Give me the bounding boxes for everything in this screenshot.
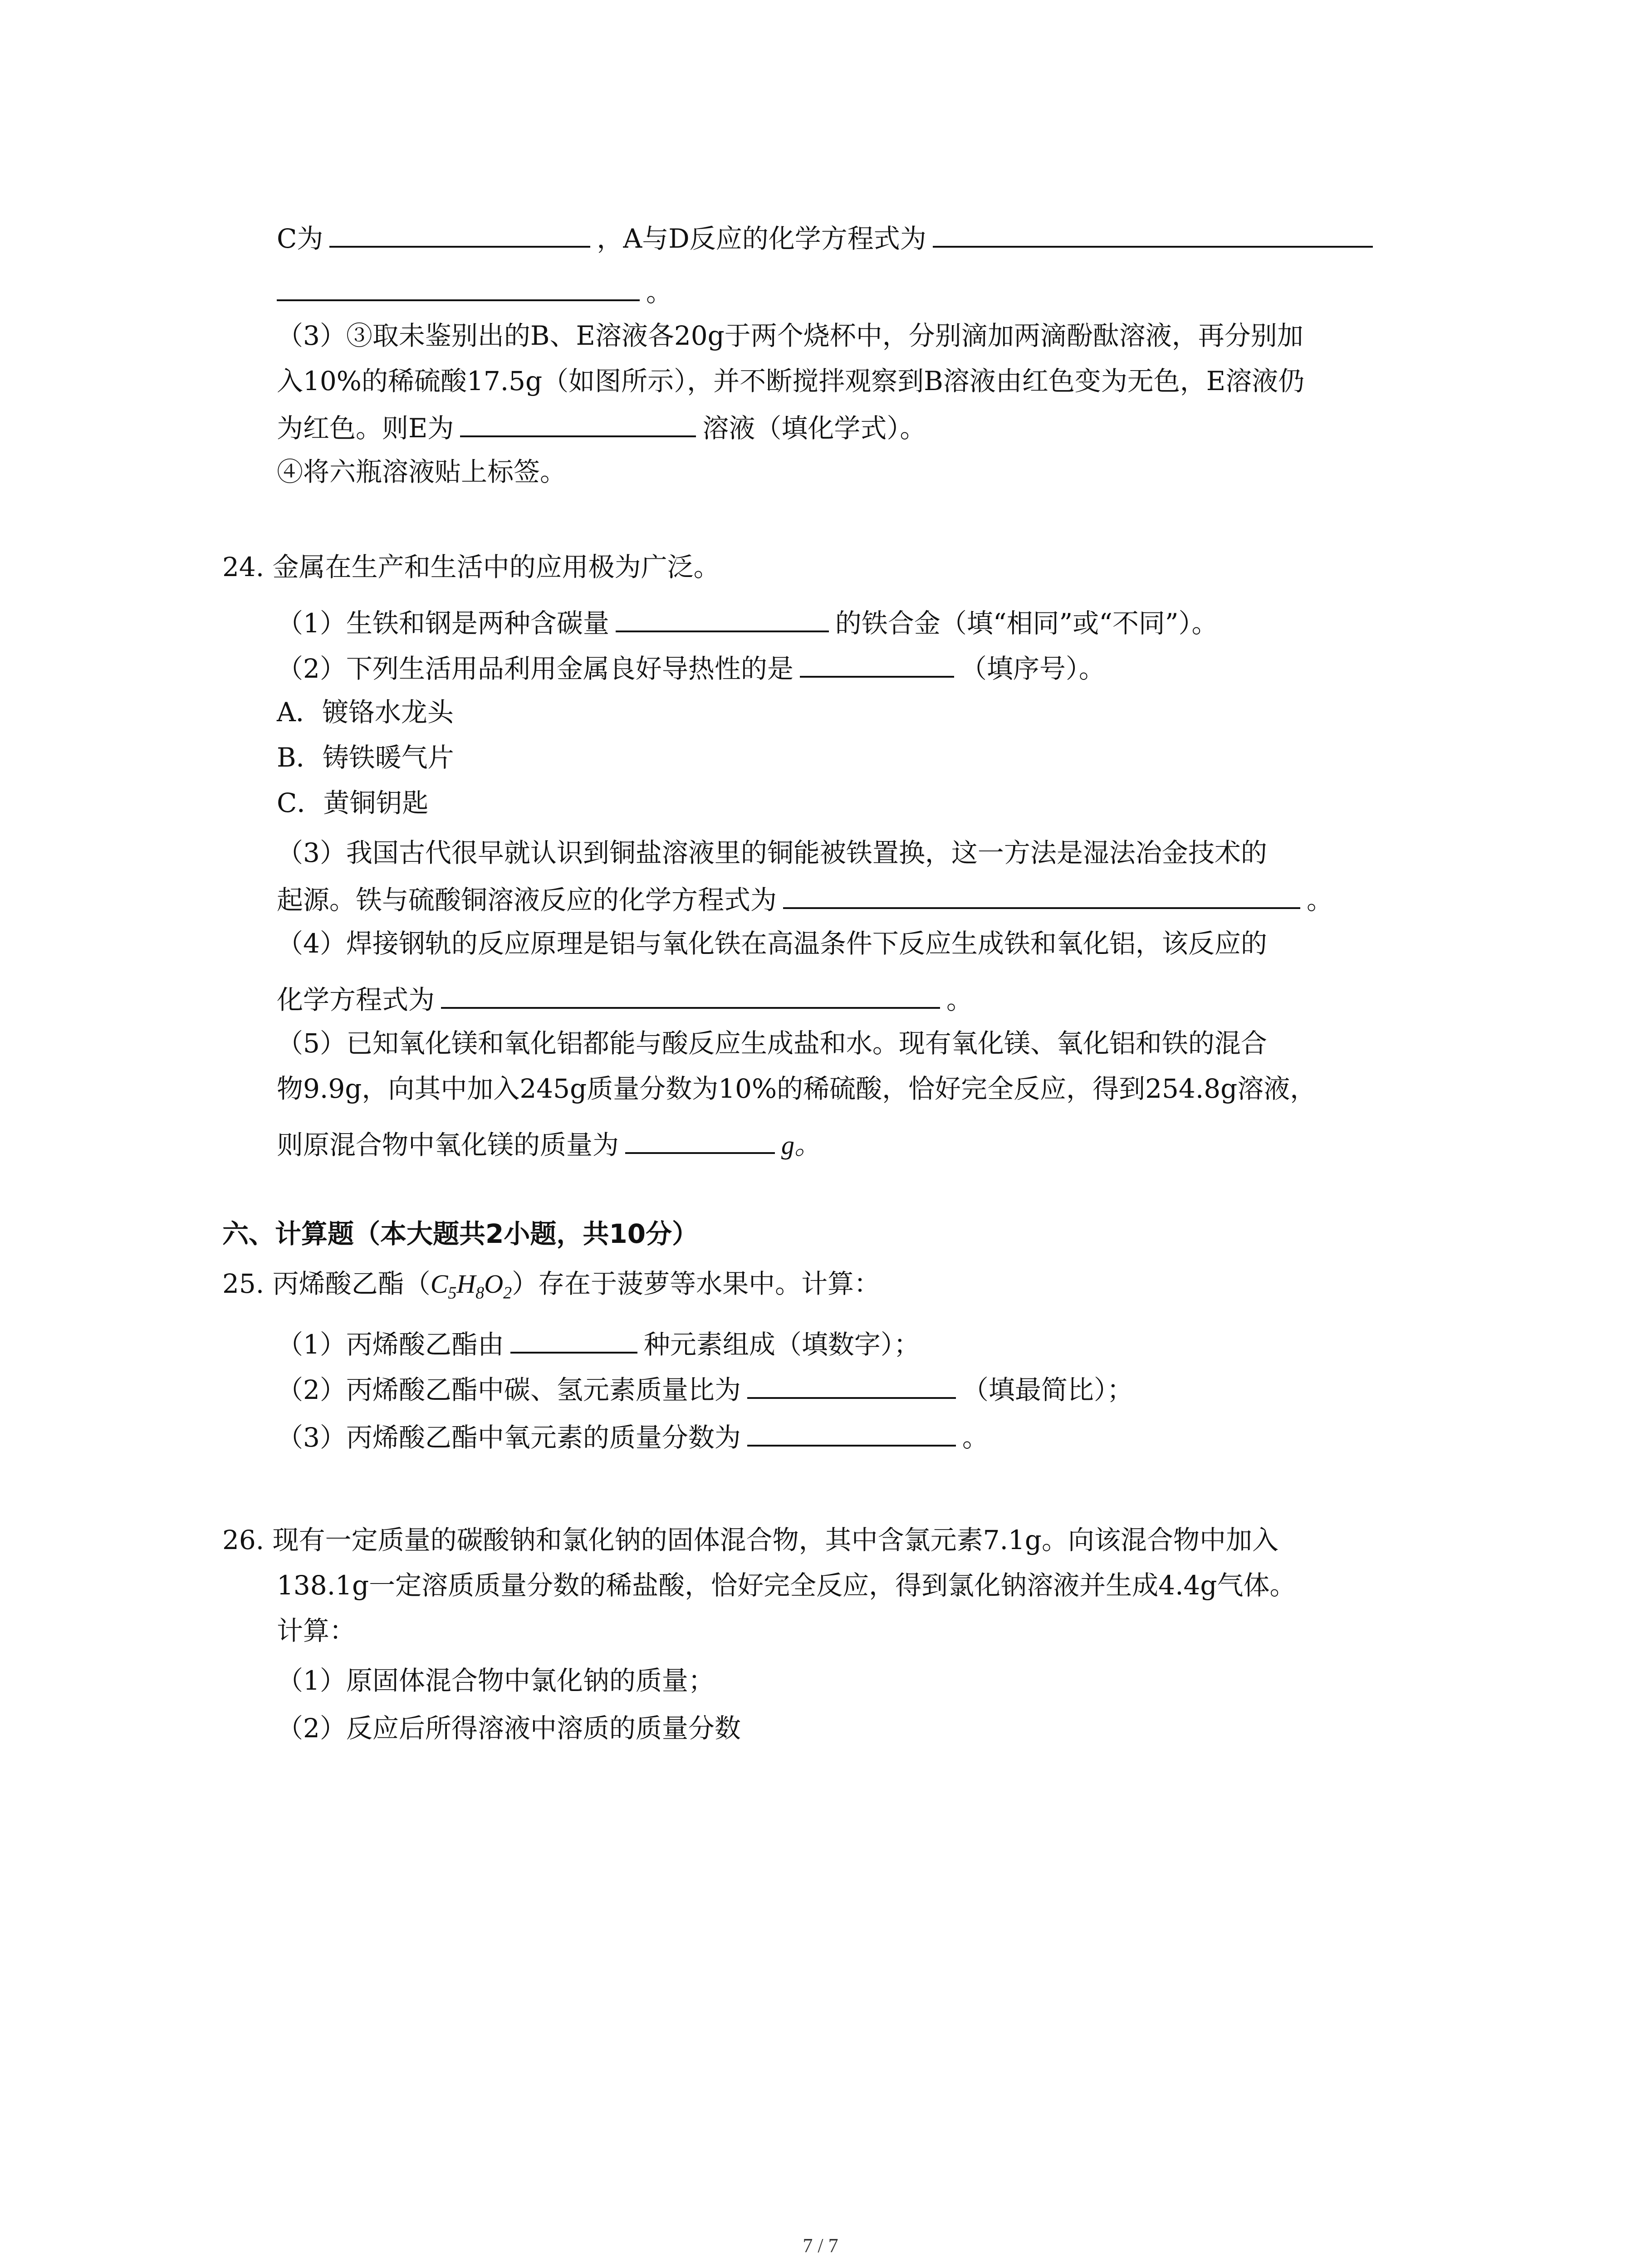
unit-g: g。 (781, 1130, 821, 1160)
answer-blank[interactable] (510, 1325, 637, 1354)
answer-blank[interactable] (933, 219, 1373, 248)
q25-part2 (277, 1370, 1133, 1408)
q25-part1 (277, 1325, 920, 1363)
answer-blank[interactable] (277, 272, 640, 301)
q24-p3-text: 起源。铁与硫酸铜溶液反应的化学方程式为 (277, 885, 777, 915)
q25-p3-text: （3）丙烯酸乙酯中氧元素的质量分数为 (277, 1422, 741, 1453)
q23-c-label: C为 (277, 223, 323, 254)
answer-blank[interactable] (441, 980, 940, 1009)
section-6-heading: 六、计算题（本大题共2小题，共10分） (222, 1218, 699, 1249)
q23-part3-line-1: （3）③取未鉴别出的B、E溶液各20g于两个烧杯中，分别滴加两滴酚酞溶液，再分别加 (277, 320, 1303, 351)
answer-blank[interactable] (460, 408, 696, 437)
q26-part1: （1）原固体混合物中氯化钠的质量； (277, 1665, 715, 1696)
q24-part3-line-1: （3）我国古代很早就认识到铜盐溶液里的铜能被铁置换，这一方法是湿法冶金技术的 (277, 837, 1267, 868)
answer-blank[interactable] (625, 1125, 775, 1154)
q25-p1-suffix: 种元素组成（填数字）； (643, 1329, 920, 1360)
q24-p5-text: 则原混合物中氧化镁的质量为 (277, 1129, 619, 1160)
answer-blank[interactable] (747, 1370, 956, 1399)
q24-p2-suffix: （填序号）。 (960, 653, 1105, 684)
q24-part3-line-2 (277, 880, 1333, 918)
q24-p1-text: （1）生铁和钢是两种含碳量 (277, 608, 609, 639)
answer-blank[interactable] (329, 219, 590, 248)
q23-ad-label: ，A与D反应的化学方程式为 (597, 223, 926, 254)
period: 。 (1307, 885, 1333, 915)
q26-part2: （2）反应后所得溶液中溶质的质量分数 (277, 1713, 741, 1744)
answer-blank[interactable] (616, 603, 829, 632)
q24-part1 (277, 603, 1218, 641)
q24-p4-text: 化学方程式为 (277, 984, 435, 1015)
period: 。 (646, 277, 673, 308)
period: 。 (946, 984, 973, 1015)
q24-p2-text: （2）下列生活用品利用金属良好导热性的是 (277, 653, 794, 684)
q25-title-b: ）存在于菠萝等水果中。计算： (512, 1268, 881, 1299)
q24-p1-suffix: 的铁合金（填“相同”或“不同”）。 (835, 608, 1218, 639)
answer-blank[interactable] (783, 880, 1300, 909)
q24-part4-line-1: （4）焊接钢轨的反应原理是铝与氧化铁在高温条件下反应生成铁和氧化铝，该反应的 (277, 928, 1267, 959)
q24-part5-line-2: 物9.9g，向其中加入245g质量分数为10%的稀硫酸，恰好完全反应，得到254.8g溶液， (277, 1073, 1317, 1104)
page-number: 7 / 7 (803, 2234, 838, 2257)
q24-title: 24. 金属在生产和生活中的应用极为广泛。 (222, 552, 720, 582)
q24-option-a: A．镀铬水龙头 (277, 697, 454, 728)
q23-line-1 (277, 219, 1379, 257)
q26-line-1: 26. 现有一定质量的碳酸钠和氯化钠的固体混合物，其中含氯元素7.1g。向该混合物中加入 (222, 1525, 1279, 1555)
q24-option-b: B．铸铁暖气片 (277, 742, 454, 773)
q25-title-a: 25. 丙烯酸乙酯（ (222, 1268, 431, 1299)
q26-line-3: 计算： (277, 1615, 356, 1646)
q24-part5-line-3 (277, 1125, 821, 1163)
q26-line-2: 138.1g一定溶质质量分数的稀盐酸，恰好完全反应，得到氯化钠溶液并生成4.4g气体。 (277, 1570, 1296, 1601)
q23-e-suffix: 溶液（填化学式）。 (702, 413, 926, 444)
q24-part5-line-1: （5）已知氧化镁和氧化铝都能与酸反应生成盐和水。现有氧化镁、氧化铝和铁的混合 (277, 1028, 1267, 1059)
period: 。 (962, 1422, 989, 1453)
formula: $C_5H_8O_2$ (430, 1269, 512, 1303)
q24-part4-line-2 (277, 980, 973, 1018)
q25-p2-text: （2）丙烯酸乙酯中碳、氢元素质量比为 (277, 1374, 741, 1405)
q24-part2 (277, 649, 1105, 687)
answer-blank[interactable] (800, 649, 954, 678)
q23-part3-line-2: 入10%的稀硫酸17.5g（如图所示），并不断搅拌观察到B溶液由红色变为无色，E溶液仍 (277, 366, 1305, 396)
q24-option-c: C．黄铜钥匙 (277, 787, 429, 818)
answer-blank[interactable] (747, 1418, 956, 1447)
q25-title (222, 1266, 880, 1311)
q23-e-label: 为红色。则E为 (277, 413, 454, 444)
q23-part3-line-3 (277, 408, 926, 446)
q25-p2-suffix: （填最简比）； (962, 1374, 1133, 1405)
q25-p1-text: （1）丙烯酸乙酯由 (277, 1329, 504, 1360)
q23-part4: ④将六瓶溶液贴上标签。 (277, 456, 567, 487)
q23-line-2 (277, 272, 672, 310)
q25-part3 (277, 1418, 989, 1456)
